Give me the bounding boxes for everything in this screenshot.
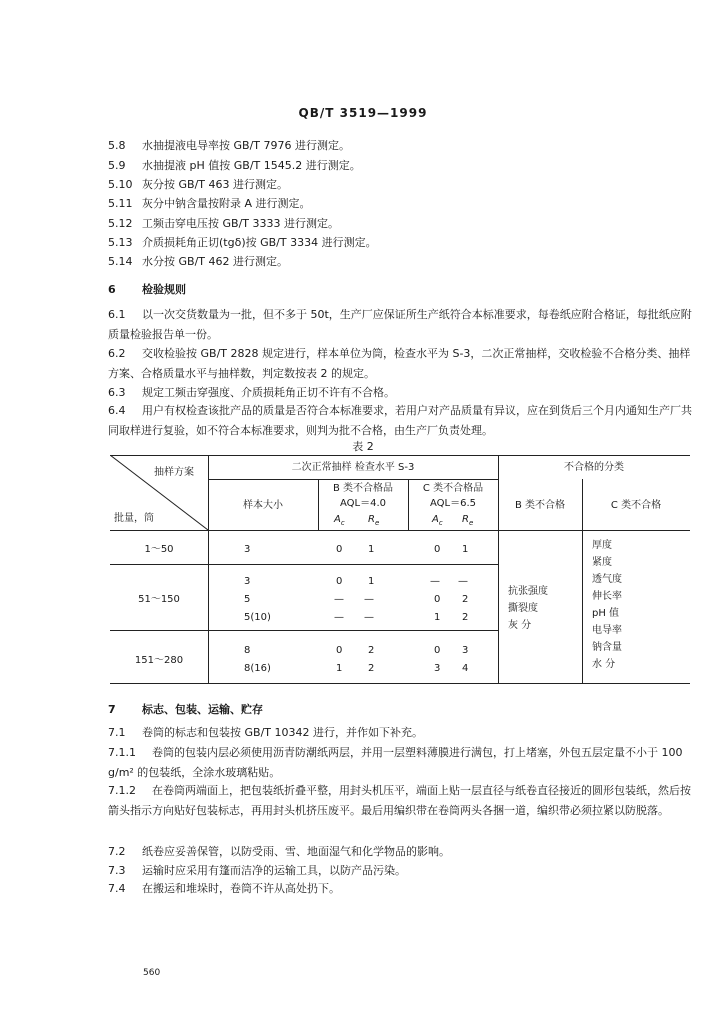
head-defect-class: 不合格的分类 <box>564 462 624 473</box>
clause-6-3: 6.3 规定工频击穿强度、介质损耗角正切不许有不合格。 <box>108 386 395 399</box>
document-header: QB/T 3519—1999 <box>298 106 428 120</box>
clause-6-2: 6.2 交收检验按 GB/T 2828 规定进行，样本单位为筒，检查水平为 S-3，二次正常抽样，交收检验不合格分类、抽样方案、合格质量水平与抽样数，判定数按表 2 的规定。 <box>108 347 691 380</box>
row3-n2: 8(16) <box>244 663 271 674</box>
c-item-density: 紧度 <box>592 557 612 568</box>
head-b-re: $R_e$ <box>368 514 380 527</box>
head-c-re: $R_e$ <box>462 514 474 527</box>
row2-c-re2: 2 <box>462 594 469 605</box>
table-row2-bottom <box>110 630 498 631</box>
head-c-aql: AQL＝6.5 <box>429 498 476 509</box>
row2-b-re3: — <box>364 612 374 623</box>
c-item-thickness: 厚度 <box>592 540 612 551</box>
clause-7-1: 7.1 卷筒的标志和包装按 GB/T 10342 进行，并作如下补充。 <box>108 726 423 739</box>
head-sample-size: 样本大小 <box>243 500 283 511</box>
row1-n1: 3 <box>244 544 251 555</box>
clause-5-12: 5.12 工频击穿电压按 GB/T 3333 进行测定。 <box>108 217 339 230</box>
clause-6-4: 6.4 用户有权检查该批产品的质量是否符合本标准要求，若用户对产品质量有异议，应在到货后三个月内通知生产厂共同取样进行复验，如不符合本标准要求，则判为批不合格，由生产厂负责处理。 <box>108 404 692 437</box>
sampling-table <box>110 455 690 683</box>
head-c-defective: C 类不合格品 <box>422 483 484 494</box>
row2-b-ac2: — <box>334 594 344 605</box>
row3-b-ac1: 0 <box>336 645 343 656</box>
head-b-defective: B 类不合格品 <box>332 483 394 494</box>
b-item-tear: 撕裂度 <box>508 603 538 614</box>
row2-c-re1: — <box>458 576 468 587</box>
b-item-tensile: 抗张强度 <box>508 586 548 597</box>
row2-n3: 5(10) <box>244 612 271 623</box>
row3-c-re2: 4 <box>462 663 469 674</box>
c-item-air-permeability: 透气度 <box>592 574 622 585</box>
row2-b-ac3: — <box>334 612 344 623</box>
head-b-ac: $A_c$ <box>334 514 345 527</box>
head-c-ac: $A_c$ <box>432 514 443 527</box>
row2-b-re1: 1 <box>368 576 375 587</box>
clause-5-9: 5.9 水抽提液 pH 值按 GB/T 1545.2 进行测定。 <box>108 159 361 172</box>
table-row1-bottom <box>110 564 498 565</box>
section-7-heading: 7 标志、包装、运输、贮存 <box>108 703 263 716</box>
row3-b-re2: 2 <box>368 663 375 674</box>
clause-5-10: 5.10 灰分按 GB/T 463 进行测定。 <box>108 178 288 191</box>
row1-batch: 1～50 <box>144 544 174 555</box>
section-6-heading: 6 检验规则 <box>108 283 186 296</box>
clause-5-14: 5.14 水分按 GB/T 462 进行测定。 <box>108 255 288 268</box>
corner-bottom-label: 批量，筒 <box>114 513 154 524</box>
row3-b-ac2: 1 <box>336 663 343 674</box>
row2-c-re3: 2 <box>462 612 469 623</box>
row3-c-ac2: 3 <box>434 663 441 674</box>
row2-c-ac1: — <box>430 576 440 587</box>
clause-5-13: 5.13 介质损耗角正切(tgδ)按 GB/T 3334 进行测定。 <box>108 236 377 249</box>
head-sampling: 二次正常抽样 检查水平 S-3 <box>291 462 415 473</box>
page-number: 560 <box>143 968 161 978</box>
table-head-divider <box>208 479 498 480</box>
head-b-class: B 类不合格 <box>514 500 566 511</box>
c-item-conductivity: 电导率 <box>592 625 622 636</box>
row2-batch: 51～150 <box>138 594 180 605</box>
table-head-bottom <box>110 530 690 531</box>
row1-c-ac1: 0 <box>434 544 441 555</box>
row1-b-re1: 1 <box>368 544 375 555</box>
row3-c-ac1: 0 <box>434 645 441 656</box>
clause-5-8: 5.8 水抽提液电导率按 GB/T 7976 进行测定。 <box>108 139 350 152</box>
row3-c-re1: 3 <box>462 645 469 656</box>
clause-7-4: 7.4 在搬运和堆垛时，卷筒不许从高处扔下。 <box>108 882 340 895</box>
row1-b-ac1: 0 <box>336 544 343 555</box>
clause-7-1-1: 7.1.1 卷筒的包装内层必须使用沥青防潮纸两层，并用一层塑料薄膜进行满包，打上堵塞，外包五层定量不小于 100g/m² 的包装纸，全涂水玻璃粘贴。 <box>108 746 683 779</box>
row3-n1: 8 <box>244 645 251 656</box>
table-bottom-border <box>110 683 690 684</box>
table-vline-4 <box>498 455 499 683</box>
table-caption: 表 2 <box>352 440 374 453</box>
head-b-aql: AQL＝4.0 <box>339 498 386 509</box>
b-item-ash: 灰 分 <box>508 620 532 631</box>
row2-c-ac2: 0 <box>434 594 441 605</box>
row2-b-re2: — <box>364 594 374 605</box>
clause-7-1-2: 7.1.2 在卷筒两端面上，把包装纸折叠平整，用封头机压平，端面上贴一层直径与纸卷直径接近的圆形包装纸，然后按箭头指示方向贴好包装标志，再用封头机挤压废平。最后用编织带在卷筒两头各捆一道，编织带必须拉紧以防脱落。 <box>108 784 691 817</box>
c-item-moisture: 水 分 <box>592 659 616 670</box>
clause-7-2: 7.2 纸卷应妥善保管，以防受雨、雪、地面湿气和化学物品的影响。 <box>108 845 450 858</box>
row2-n2: 5 <box>244 594 251 605</box>
row3-b-re1: 2 <box>368 645 375 656</box>
c-item-elongation: 伸长率 <box>592 591 622 602</box>
table-vline-1 <box>208 455 209 683</box>
c-item-sodium: 钠含量 <box>592 642 622 653</box>
row2-b-ac1: 0 <box>336 576 343 587</box>
row2-n1: 3 <box>244 576 251 587</box>
row3-batch: 151～280 <box>134 655 184 666</box>
row1-c-re1: 1 <box>462 544 469 555</box>
row2-c-ac3: 1 <box>434 612 441 623</box>
clause-5-11: 5.11 灰分中钠含量按附录 A 进行测定。 <box>108 197 311 210</box>
clause-6-1: 6.1 以一次交货数量为一批，但不多于 50t，生产厂应保证所生产纸符合本标准要求，每卷纸应附合格证，每批纸应附质量检验报告单一份。 <box>108 308 692 341</box>
clause-7-3: 7.3 运输时应采用有篷而洁净的运输工具，以防产品污染。 <box>108 864 406 877</box>
head-c-class: C 类不合格 <box>610 500 662 511</box>
c-item-ph: pH 值 <box>592 608 620 619</box>
corner-top-label: 抽样方案 <box>154 467 194 478</box>
